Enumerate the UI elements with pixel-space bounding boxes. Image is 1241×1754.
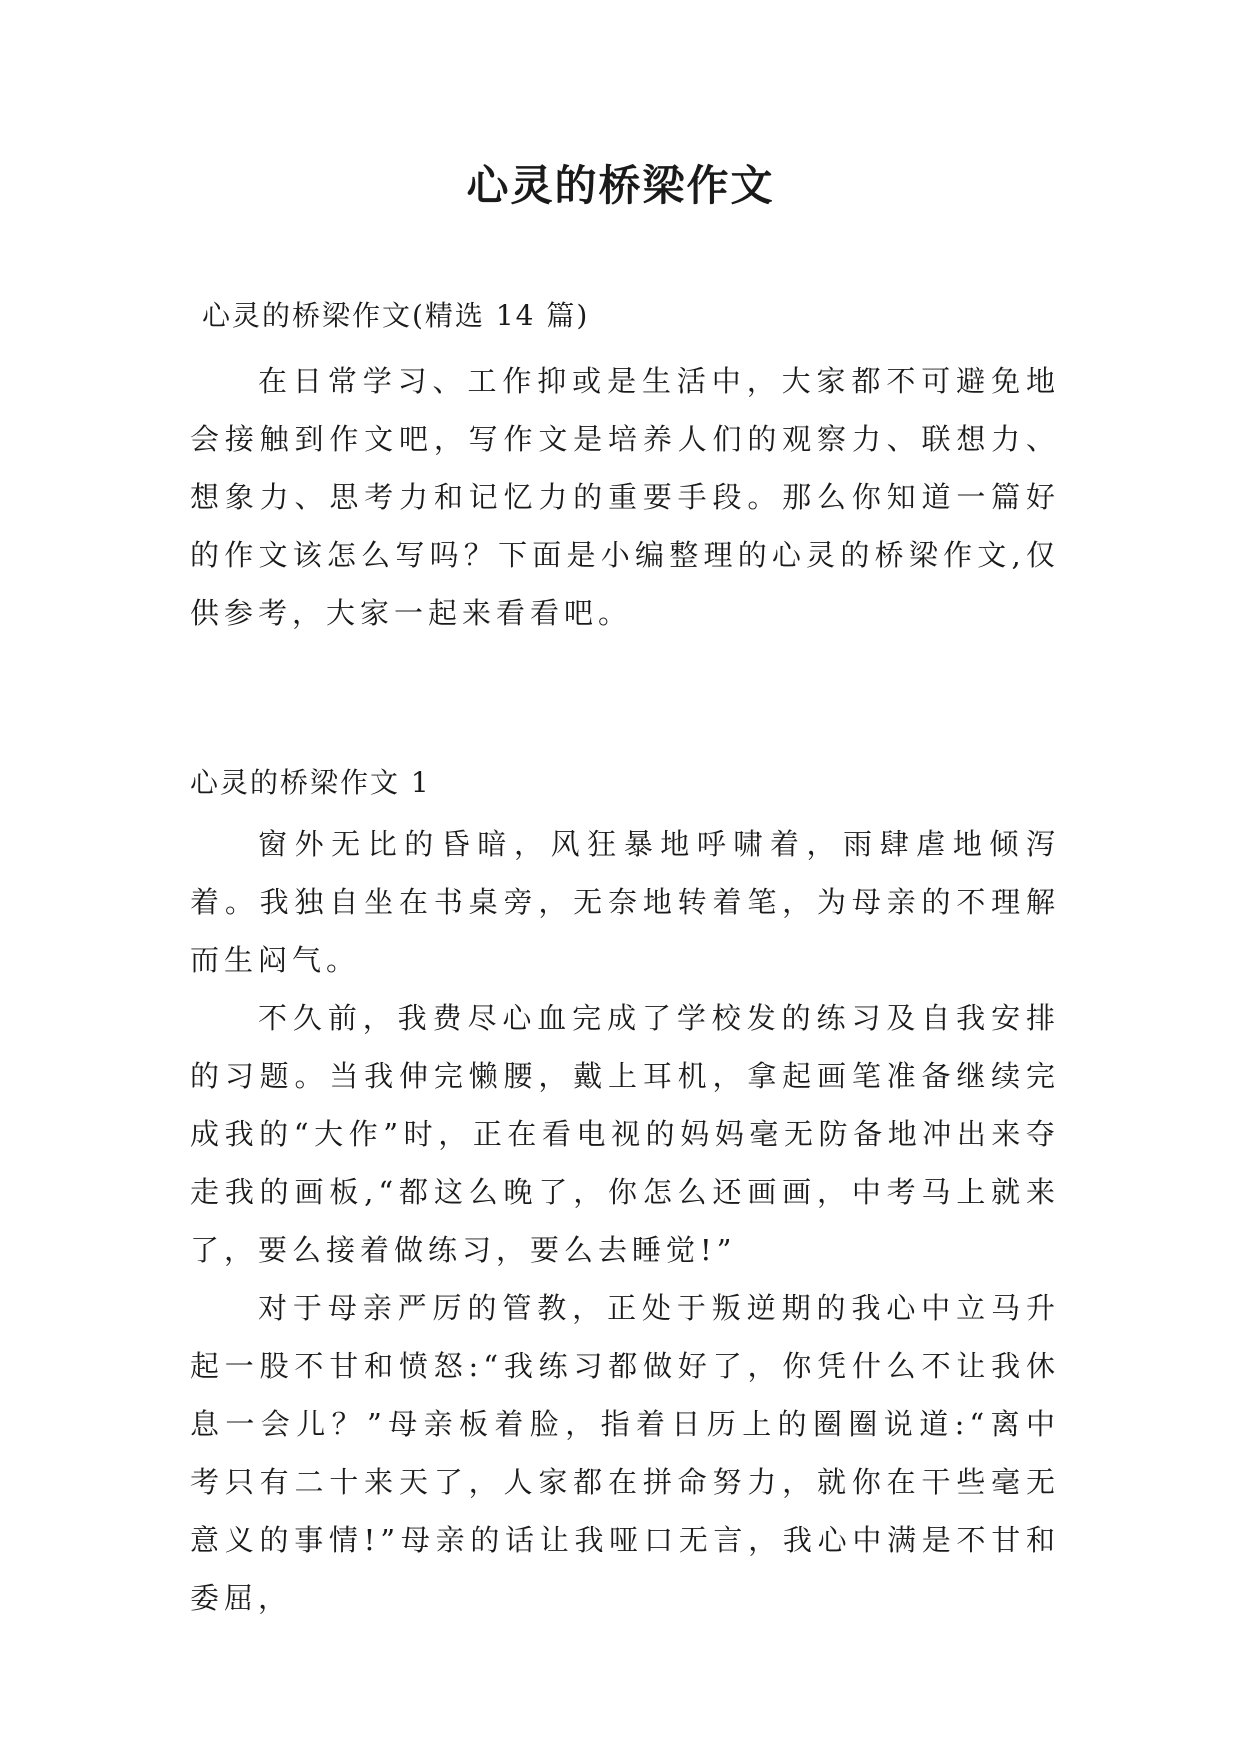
section-body (190, 815, 1060, 1627)
section-paragraph: 不久前，我费尽心血完成了学校发的练习及自我安排的习题。当我伸完懒腰，戴上耳机，拿起画笔准备继续完成我的“大作”时，正在看电视的妈妈毫无防备地冲出来夺走我的画板,“都这么晚了，你怎么还画画，中考马上就来了，要么接着做练习，要么去睡觉!” (190, 1001, 1060, 1267)
intro-paragraph: 在日常学习、工作抑或是生活中，大家都不可避免地会接触到作文吧，写作文是培养人们的观察力、联想力、想象力、思考力和记忆力的重要手段。那么你知道一篇好的作文该怎么写吗？下面是小编整理的心灵的桥梁作文,仅供参考，大家一起来看看吧。 (190, 364, 1060, 630)
intro-block (190, 352, 1060, 642)
document-title: 心灵的桥梁作文 (466, 161, 775, 210)
section-paragraph: 窗外无比的昏暗，风狂暴地呼啸着，雨肆虐地倾泻着。我独自坐在书桌旁，无奈地转着笔，为母亲的不理解而生闷气。 (190, 827, 1060, 977)
section-heading: 心灵的桥梁作文 1 (190, 766, 431, 799)
document-subtitle: 心灵的桥梁作文(精选 14 篇) (202, 299, 590, 332)
section-heading-block (190, 763, 1060, 803)
section-paragraph: 对于母亲严厉的管教，正处于叛逆期的我心中立马升起一股不甘和愤怒:“我练习都做好了，你凭什么不让我休息一会儿？”母亲板着脸，指着日历上的圈圈说道:“离中考只有二十来天了，人家都在拼命努力，就你在干些毫无意义的事情!”母亲的话让我哑口无言，我心中满是不甘和委屈， (190, 1291, 1060, 1615)
